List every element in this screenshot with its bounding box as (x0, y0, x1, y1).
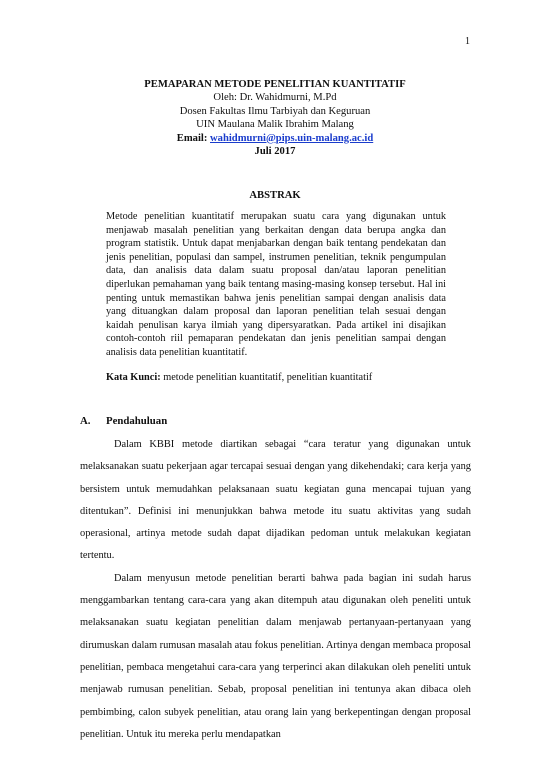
abstract-heading: ABSTRAK (249, 190, 301, 201)
abstract-text: Metode penelitian kuantitatif merupakan suatu cara yang digunakan untuk menjawab masalah penelitian yang berkaitan dengan data berupa angka dan program statistik. Untuk dapat menjabarkan dengan baik tentang pendekatan dan jenis penelitian, populasi dan sampel, instrumen penelitian, teknik pengumpulan data, dan analisis data dalam suatu proposal dan/atau laporan penelitian diperlukan pemahaman yang baik tentang masing-masing konsep tersebut. Hal ini penting untuk memastikan bahwa jenis penelitian sampai dengan analisis data yang dituangkan dalam proposal dan laporan penelitian telah sesuai dengan kaidah penulisan karya ilmiah yang dipersyaratkan. Pada artikel ini disajikan contoh-contoh riil pemaparan pendekatan dan jenis penelitian sampai dengan analisis data penelitian kuantitatif. (106, 211, 446, 358)
publication-date: Juli 2017 (254, 146, 296, 158)
body-paragraph: Dalam menyusun metode penelitian berarti bahwa pada bagian ini sudah harus menggambarkan tentang cara-cara yang akan ditempuh atau digunakan oleh peneliti untuk melaksanakan suatu kegiatan penelitian dalam menjawab pertanyaan-pertanyaan yang dirumuskan dalam rumusan masalah atau fokus penelitian. Artinya dengan membaca proposal penelitian, pembaca mengetahui cara-cara yang terperinci akan dilakukan oleh peneliti untuk menjawab rumusan penelitian. Sebab, proposal penelitian ini tentunya akan dibaca oleh pembimbing, calon subyek penelitian, atau orang lain yang berkepentingan dengan proposal penelitian. Untuk itu mereka perlu mendapatkan (80, 572, 471, 740)
section-title: Pendahuluan (106, 415, 168, 427)
section-body (80, 434, 471, 746)
section-letter: A. (80, 415, 91, 427)
keywords-label: Kata Kunci: (106, 372, 161, 383)
page-number: 1 (465, 36, 470, 47)
body-paragraph: Dalam KBBI metode diartikan sebagai “cara teratur yang digunakan untuk melaksanakan suatu pekerjaan agar tercapai sesuai dengan yang dikehendaki; cara kerja yang bersistem untuk memudahkan pelaksanaan suatu kegiatan guna mencapai tujuan yang ditentukan”. Definisi ini menunjukkan bahwa metode itu suatu aktivitas yang sudah operasional, artinya metode sudah dapat dijadikan pedoman untuk melakukan kegiatan tertentu. (80, 439, 471, 562)
paper-title: PEMAPARAN METODE PENELITIAN KUANTITATIF (144, 79, 406, 90)
keywords-line (106, 372, 466, 383)
author-line: Oleh: Dr. Wahidmurni, M.Pd (213, 92, 337, 104)
section-heading (80, 415, 167, 427)
author-position: Dosen Fakultas Ilmu Tarbiyah dan Keguruan (179, 105, 371, 117)
email-line (0, 132, 550, 145)
paper-header (0, 78, 550, 158)
author-institution: UIN Maulana Malik Ibrahim Malang (196, 119, 354, 131)
keywords-value: metode penelitian kuantitatif, penelitian kuantitatif (163, 372, 373, 383)
email-label: Email: (176, 132, 208, 144)
email-link[interactable]: wahidmurni@pips.uin-malang.ac.id (210, 132, 374, 144)
